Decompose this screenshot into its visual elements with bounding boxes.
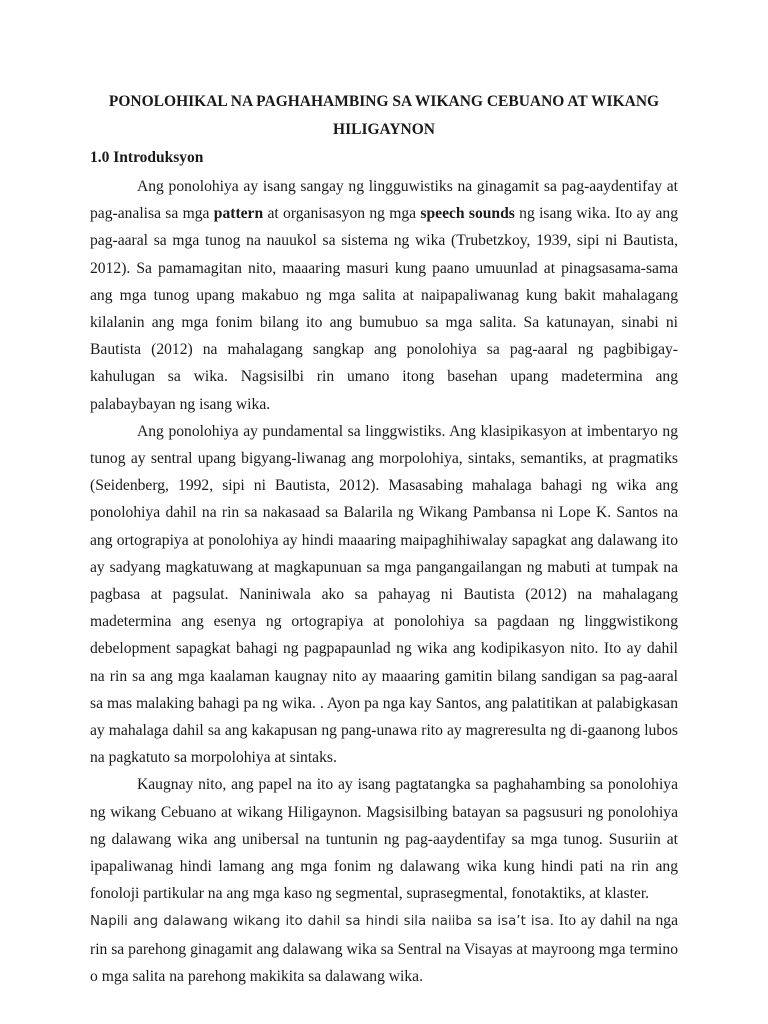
- paragraph-4: [90, 907, 678, 990]
- paragraph-1-bold-pattern: pattern: [213, 205, 264, 223]
- paragraph-1-text-b: at organisasyon ng mga: [263, 205, 421, 223]
- document-title: PONOLOHIKAL NA PAGHAHAMBING SA WIKANG CEBUANO AT WIKANG HILIGAYNON: [108, 93, 660, 138]
- paragraph-1-bold-speech-sounds: speech sounds: [420, 205, 515, 223]
- paragraph-1-text-c: ng isang wika. Ito ay ang pag-aaral sa mga tunog na nauukol sa sistema ng wika (Trubetzkoy, 1939, sipi ni Bautista, 2012). Sa pamamagitan nito, maaaring masuri kung paano umuunlad at pinagsasama-sama ang mga tunog upang makabuo ng mga salita at naipapaliwanag kung bakit mahalagang kilalanin ang mga fonim bilang ito ang bumubuo sa mga salita. Sa katunayan, sinabi ni Bautista (2012) na mahalagang sangkap ang ponolohiya sa pag-aaral ng pagbibigay-kahulugan sa wika. Nagsisilbi rin umano itong basehan upang madetermina ang palabaybayan ng isang wika.: [90, 205, 678, 413]
- document-page: [90, 88, 678, 990]
- paragraph-2: Ang ponolohiya ay pundamental sa linggwistiks. Ang klasipikasyon at imbentaryo ng tunog ay sentral upang bigyang-liwanag ang morpolohiya, sintaks, semantiks, at pragmatiks (Seidenberg, 1992, sipi ni Bautista, 2012). Masasabing mahalaga bahagi ng wika ang ponolohiya dahil na rin sa nakasaad sa Balarila ng Wikang Pambansa ni Lope K. Santos na ang ortograpiya at ponolohiya ay hindi maaaring maipaghihiwalay sapagkat ang dalawang ito ay sadyang magkatuwang at magkapunuan sa mga pangangailangan ng mabuti at tumpak na pagbasa at pagsulat. Naniniwala ako sa pahayag ni Bautista (2012) na mahalagang madetermina ang esenya ng ortograpiya at ponolohiya sa pagdaan ng linggwistikong debelopment sapagkat bahagi ng pagpapaunlad ng wika ang kodipikasyon nito. Ito ay dahil na rin sa ang mga kaalaman kaugnay nito ay maaaring gamitin bilang sandigan sa pag-aaral sa mas malaking bahagi pa ng wika. . Ayon pa nga kay Santos, ang palatitikan at palabigkasan ay mahalaga dahil sa ang kakapusan ng pang-unawa rito ay magreresulta ng di-gaanong lubos na pagkatuto sa morpolohiya at sintaks.: [90, 422, 678, 767]
- paragraph-1-text-a: Ang ponolohiya ay isang sangay ng lingguwistiks na ginagamit sa pag-aaydentifay at pag-analisa sa mga: [90, 178, 678, 223]
- paragraph-3: Kaugnay nito, ang papel na ito ay isang pagtatangka sa paghahambing sa ponolohiya ng wikang Cebuano at wikang Hiligaynon. Magsisilbing batayan sa pagsusuri ng ponolohiya ng dalawang wika ang unibersal na tuntunin ng pag-aaydentifay sa mga tunog. Susuriin at ipapaliwanag hindi lamang ang mga fonim ng dalawang wika kung hindi pati na rin ang fonoloji partikular na ang mga kaso ng segmental, suprasegmental, fonotaktiks, at klaster.: [90, 776, 678, 903]
- section-heading: 1.0 Introduksyon: [90, 149, 204, 166]
- paragraph-1: [90, 173, 678, 418]
- paragraph-4-serif-text: Ito ay dahil na nga rin sa parehong ginagamit ang dalawang wika sa Sentral na Visayas at mayroong mga termino o mga salita na parehong makikita sa dalawang wika.: [90, 912, 678, 985]
- paragraph-4-sans-text: Napili ang dalawang wikang ito dahil sa hindi sila naiiba sa isa’t isa.: [90, 914, 555, 930]
